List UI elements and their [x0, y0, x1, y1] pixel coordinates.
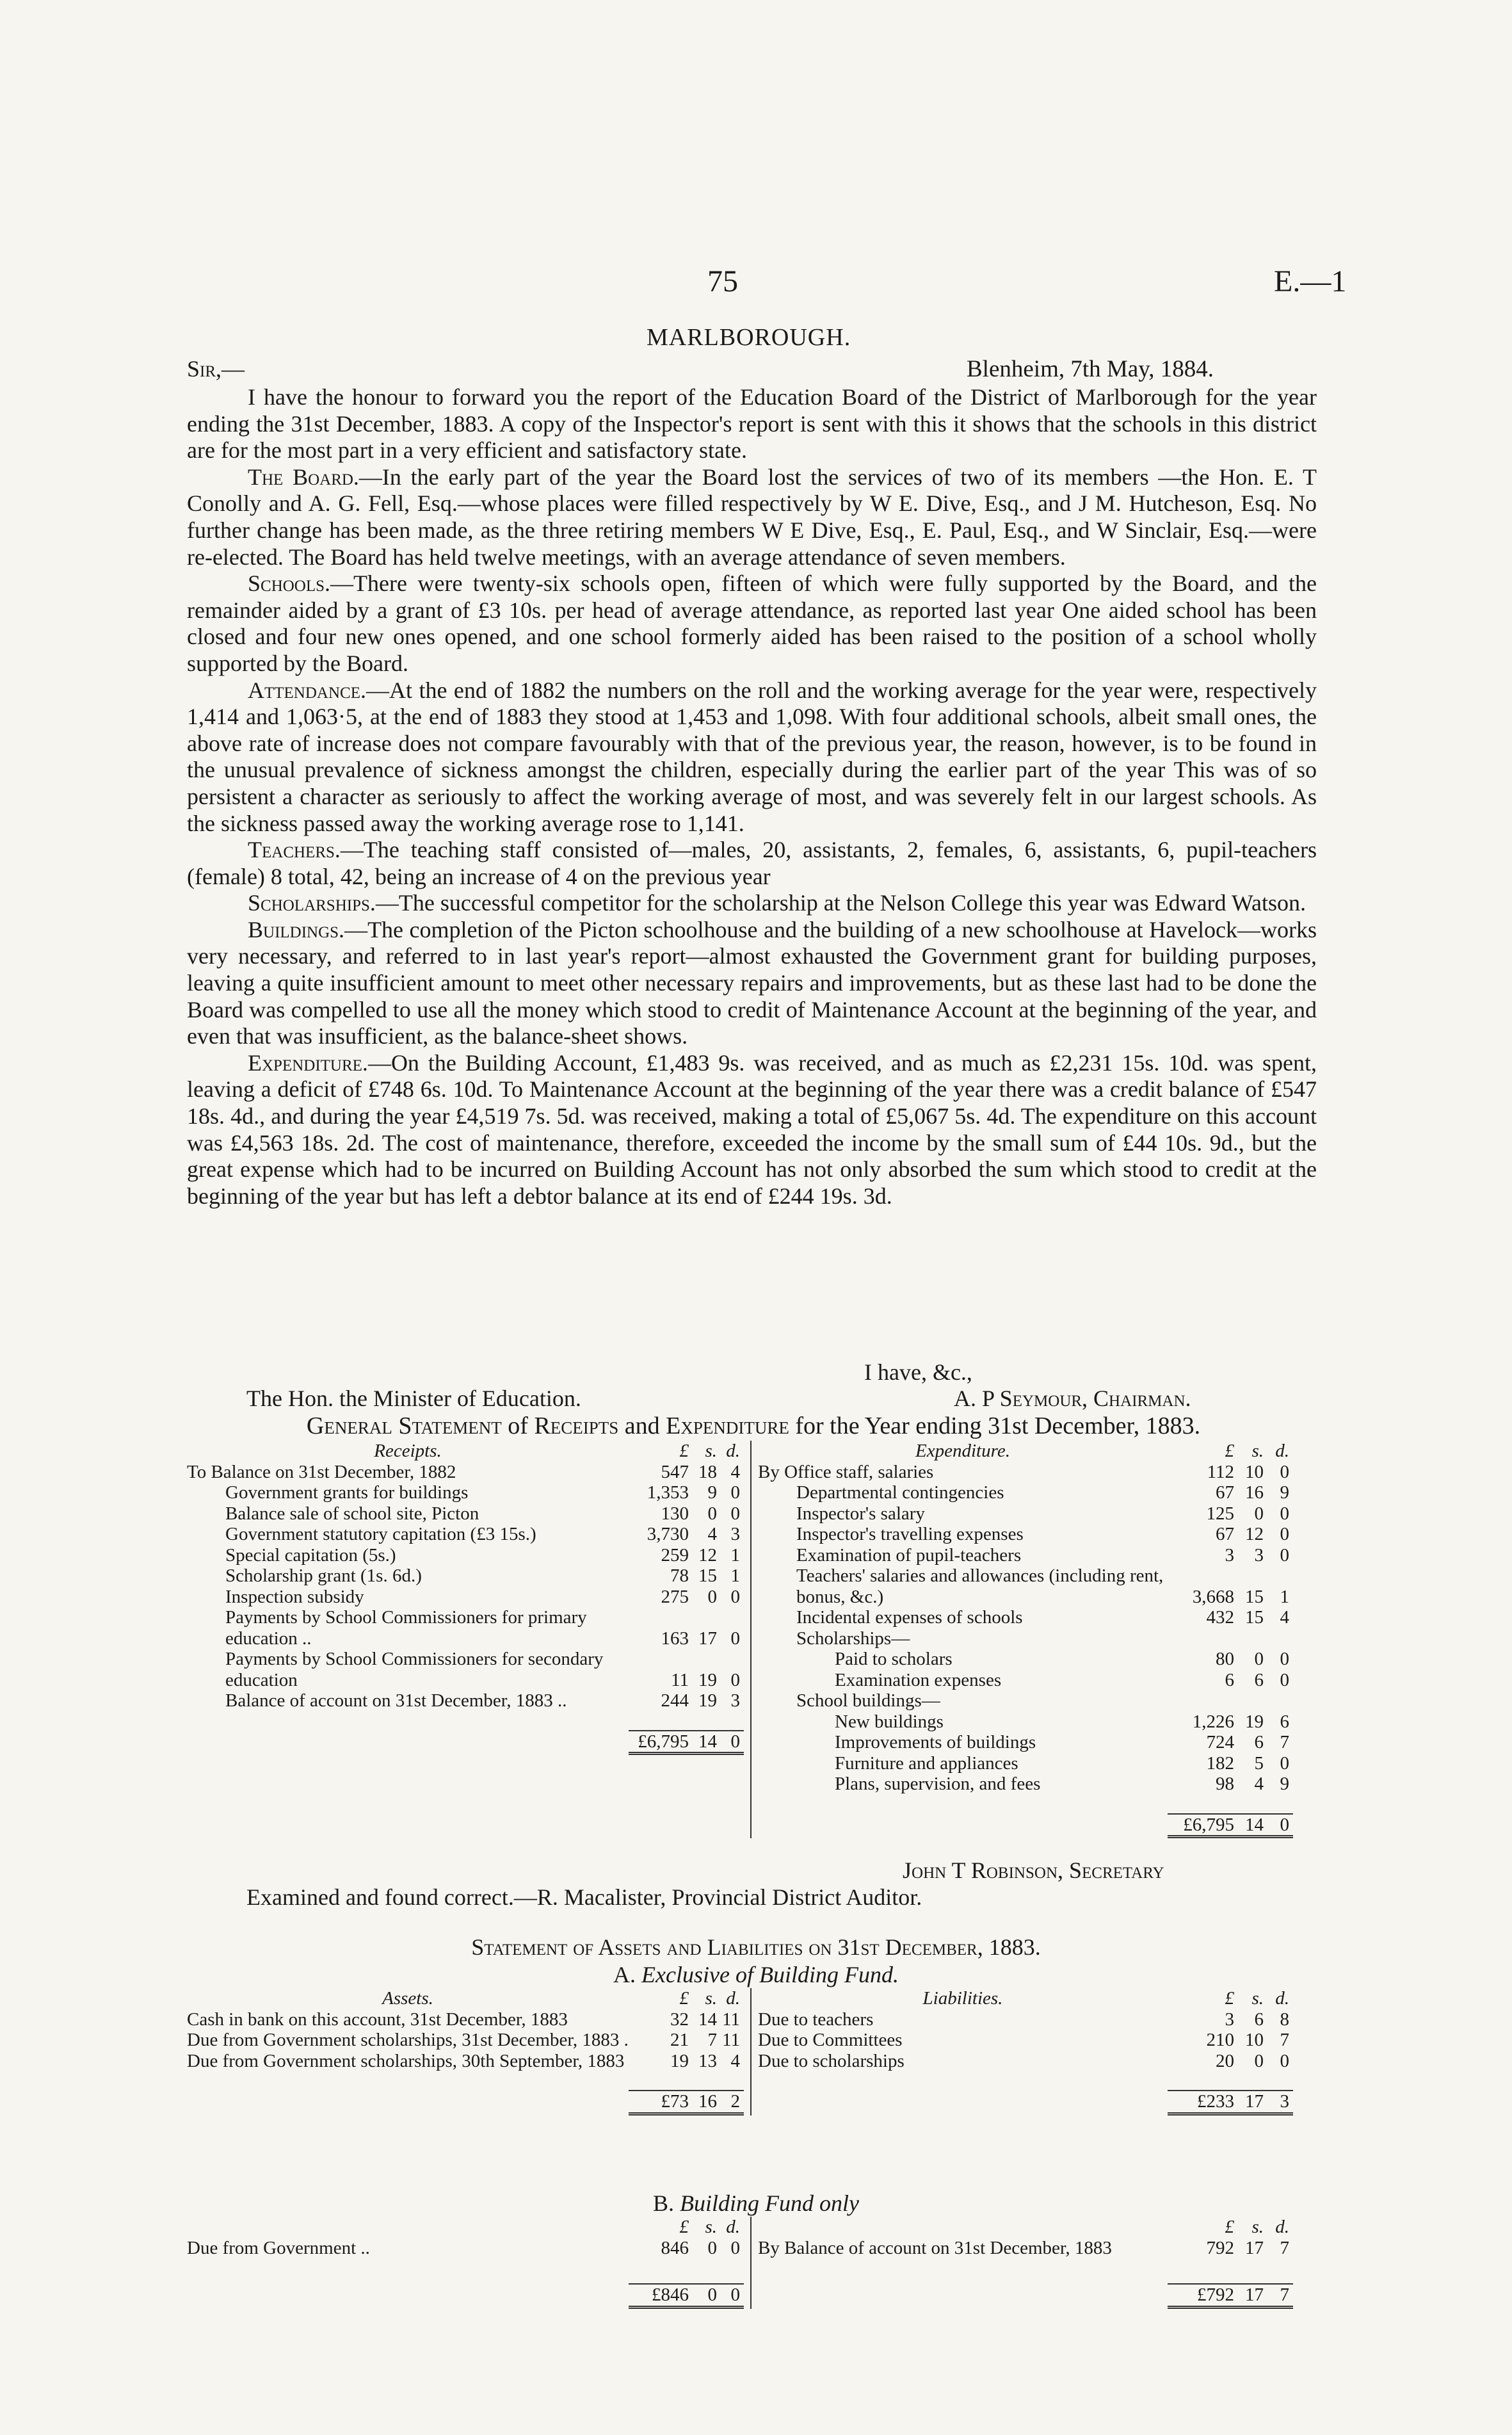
expenditure-amount-shillings: 16: [1245, 1482, 1264, 1503]
building-fund-asset-label: Due from Government ..: [187, 2237, 370, 2258]
receipt-amount-shillings: 12: [698, 1544, 717, 1565]
receipt-label: Payments by School Commissioners for secondary education: [225, 1649, 604, 1690]
expenditure-amount-shillings: 6: [1254, 1669, 1264, 1690]
signatory: A. P Seymour, Chairman.: [954, 1386, 1191, 1411]
receipt-row: [187, 1524, 744, 1545]
receipt-total-pounds: £6,795: [629, 1731, 693, 1754]
section-a-letter: A.: [613, 1962, 636, 1987]
building-fund-liability-total-pence: 7: [1267, 2284, 1293, 2307]
expenditure-label: School buildings—: [796, 1690, 940, 1711]
asset-row: [187, 2051, 744, 2072]
receipt-amount-pence: 4: [730, 1461, 740, 1482]
paragraph-text: —On the Building Account, £1,483 9s. was received, and as much as £2,231 15s. 10d. was spent, leaving a deficit of £748 6s. 10d. To Maintenance Account at the beginning of the year there was a credit balance of £547 18s. 4d., and during the year £4,519 7s. 5d. was received, making a total of £5,067 5s. 4d. The expenditure on this account was £4,563 18s. 2d. The cost of maintenance, therefore, exceeded the income by the small sum of £44 10s. 9d., but the great expense which had to be incurred on Building Account has not only absorbed the sum which stood to credit at the beginning of the year but has left a debtor balance at its end of £244 19s. 3d.: [187, 1049, 1317, 1209]
building-fund-asset-total-pounds: £846: [629, 2284, 693, 2307]
receipt-label: Government grants for buildings: [225, 1482, 469, 1503]
expenditure-heading: Expenditure.: [915, 1441, 1010, 1461]
asset-label: Due from Government scholarships, 30th September, 1883: [187, 2050, 625, 2071]
paragraph-text: —At the end of 1882 the numbers on the roll and the working average for the year were, respectively 1,414 and 1,063·5, at the end of 1883 they stood at 1,453 and 1,098. With four additional schools, albeit small ones, the above rate of increase does not compare favourably with that of the previous year, the reason, however, is to be found in the unusual prevalence of sickness amongst the children, especially during the earlier part of the year This was of so persistent a character as seriously to affect the working average of most, and was severely felt in our largest schools. As the sickness passed away the working average rose to 1,141.: [187, 677, 1317, 836]
assets-heading: Assets.: [382, 1988, 433, 2009]
liability-amount-pounds: 210: [1206, 2030, 1234, 2050]
asset-total-pounds: £73: [629, 2091, 693, 2114]
expenditure-label: Departmental contingencies: [796, 1482, 1004, 1503]
building-fund-liability-total-shillings: 17: [1238, 2284, 1267, 2307]
receipt-amount-shillings: 17: [698, 1628, 717, 1649]
liability-amount-shillings: 0: [1254, 2050, 1264, 2071]
building-fund-liabilities-table: [758, 2217, 1293, 2309]
receipt-amount-pounds: 244: [661, 1690, 689, 1711]
building-fund-asset-total-row: [187, 2284, 744, 2307]
paragraph-text: —The teaching staff consisted of—males, 20, assistants, 2, females, 6, assistants, 6, pupil-teachers (female) 8 total, 42, being an increase of 4 on the previous year: [187, 837, 1317, 889]
letter-paragraph: [187, 1050, 1317, 1210]
asset-total-shillings: 16: [693, 2091, 721, 2114]
receipt-row: [187, 1565, 744, 1587]
expenditure-total-shillings: 14: [1238, 1814, 1267, 1837]
expenditure-amount-pounds: 98: [1216, 1774, 1234, 1794]
letter-paragraph: [187, 917, 1317, 1050]
secretary-signature: John T Robinson, Secretary: [903, 1857, 1164, 1883]
expenditure-amount-pence: [1267, 1628, 1293, 1649]
building-fund-asset-amount-pence: 0: [730, 2237, 740, 2258]
liability-amount-shillings: 10: [1245, 2030, 1264, 2050]
letter-paragraph: [187, 677, 1317, 837]
expenditure-amount-pence: 0: [1280, 1503, 1289, 1524]
asset-amount-pence: 11: [722, 2009, 740, 2030]
building-fund-liability-total-pounds: £792: [1168, 2284, 1238, 2307]
b-assets-pound-header: £: [679, 2217, 689, 2237]
letter-paragraph: [187, 570, 1317, 677]
paragraph-heading: Expenditure.: [248, 1049, 368, 1076]
asset-amount-pounds: 32: [670, 2009, 689, 2030]
asset-amount-pounds: 21: [670, 2030, 689, 2050]
paragraph-heading: The Board.: [248, 464, 359, 490]
expenditure-amount-shillings: 15: [1245, 1607, 1264, 1628]
receipt-amount-pounds: 275: [661, 1586, 689, 1607]
expenditure-amount-shillings: [1238, 1690, 1267, 1711]
liability-amount-pence: 0: [1280, 2050, 1289, 2071]
liability-amount-pence: 8: [1280, 2009, 1289, 2030]
receipt-row: [187, 1503, 744, 1525]
expenditure-amount-shillings: 10: [1245, 1461, 1264, 1482]
liability-total-pounds: £233: [1168, 2091, 1238, 2114]
receipt-amount-shillings: 0: [707, 1503, 717, 1524]
expenditure-amount-pence: 6: [1280, 1711, 1289, 1732]
expenditure-amount-pounds: 67: [1216, 1524, 1234, 1544]
expenditure-row: [758, 1524, 1293, 1545]
expenditure-pence-header: d.: [1275, 1441, 1289, 1461]
expenditure-amount-pence: 7: [1280, 1732, 1289, 1752]
b-liabilities-pence-header: d.: [1275, 2217, 1289, 2237]
receipt-amount-shillings: 19: [698, 1669, 717, 1690]
expenditure-amount-shillings: 4: [1254, 1774, 1264, 1794]
expenditure-label: Scholarships—: [796, 1628, 910, 1649]
receipts-pence-header: d.: [726, 1441, 740, 1461]
liability-label: Due to scholarships: [758, 2050, 905, 2071]
expenditure-amount-pounds: 1,226: [1192, 1711, 1234, 1732]
expenditure-amount-pence: 4: [1280, 1607, 1289, 1628]
liability-label: Due to Committees: [758, 2030, 903, 2050]
paragraph-heading: Teachers.: [248, 837, 341, 863]
expenditure-amount-pounds: 182: [1206, 1752, 1234, 1774]
receipts-column: [187, 1441, 744, 1755]
assets-column: [187, 1988, 744, 2115]
expenditure-amount-pence: 1: [1280, 1586, 1289, 1607]
receipt-label: Balance sale of school site, Picton: [225, 1503, 479, 1524]
receipt-row: [187, 1587, 744, 1608]
section-b-heading: [0, 2190, 1512, 2217]
receipt-row: [187, 1690, 744, 1711]
letter-paragraph: [187, 837, 1317, 890]
liability-amount-pence: 7: [1280, 2030, 1289, 2050]
b-assets-shilling-header: s.: [705, 2217, 717, 2237]
receipt-amount-pence: 0: [730, 1586, 740, 1607]
closing: I have, &c.,: [864, 1359, 972, 1385]
liability-amount-pounds: 20: [1216, 2050, 1234, 2071]
receipt-row: [187, 1545, 744, 1566]
receipt-amount-shillings: 15: [698, 1565, 717, 1586]
expenditure-amount-pounds: 3: [1225, 1544, 1234, 1565]
expenditure-amount-shillings: 19: [1245, 1711, 1264, 1732]
auditor-line: Examined and found correct.—R. Macalister, Provincial District Auditor.: [246, 1884, 922, 1910]
expenditure-amount-pence: 0: [1280, 1524, 1289, 1544]
receipts-table: [187, 1441, 744, 1755]
general-statement-title: [187, 1412, 1320, 1440]
expenditure-row: [758, 1711, 1293, 1733]
building-fund-asset-total-shillings: 0: [693, 2284, 721, 2307]
expenditure-label: By Office staff, salaries: [758, 1461, 934, 1482]
expenditure-amount-shillings: 15: [1245, 1586, 1264, 1607]
expenditure-amount-shillings: 3: [1254, 1544, 1264, 1565]
expenditure-amount-pounds: [1168, 1628, 1238, 1649]
expenditure-total-row: [758, 1814, 1293, 1837]
liability-label: Due to teachers: [758, 2009, 874, 2030]
receipt-amount-pounds: 547: [661, 1461, 689, 1482]
receipt-label: Government statutory capitation (£3 15s.): [225, 1524, 536, 1544]
gs-title-expenditure: Expenditure: [666, 1412, 789, 1439]
expenditure-amount-pence: 0: [1280, 1669, 1289, 1690]
building-fund-liability-amount-pounds: 792: [1206, 2237, 1234, 2258]
expenditure-row: [758, 1607, 1293, 1628]
liability-row: [758, 2030, 1293, 2051]
asset-total-row: [187, 2091, 744, 2114]
receipt-amount-pounds: 3,730: [647, 1524, 689, 1544]
expenditure-amount-pence: [1267, 1690, 1293, 1711]
asset-amount-pence: 11: [722, 2030, 740, 2050]
receipt-amount-pence: 0: [730, 1503, 740, 1524]
expenditure-row: [758, 1482, 1293, 1503]
receipt-amount-shillings: 9: [707, 1482, 717, 1503]
building-fund-liability-total-row: [758, 2284, 1293, 2307]
paragraph-heading: Scholarships.: [248, 890, 376, 916]
expenditure-pound-header: £: [1225, 1441, 1234, 1461]
liability-row: [758, 2051, 1293, 2072]
liabilities-shilling-header: s.: [1251, 1988, 1264, 2009]
receipt-label: To Balance on 31st December, 1882: [187, 1461, 456, 1482]
expenditure-table: [758, 1441, 1293, 1838]
asset-row: [187, 2030, 744, 2051]
expenditure-amount-pence: 0: [1280, 1752, 1289, 1774]
receipt-amount-pounds: 130: [661, 1503, 689, 1524]
receipt-label: Inspection subsidy: [225, 1586, 364, 1607]
asset-row: [187, 2009, 744, 2030]
asset-total-pence: 2: [721, 2091, 744, 2114]
expenditure-row: [758, 1670, 1293, 1691]
paragraph-text: —There were twenty-six schools open, fifteen of which were fully supported by the Board, and the remainder aided by a grant of £3 10s. per head of average attendance, as reported last year One aided school has been closed and four new ones opened, and one school formerly aided has been raised to the position of a school wholly supported by the Board.: [187, 570, 1317, 676]
building-fund-asset-amount-shillings: 0: [707, 2237, 717, 2258]
letter-paragraph: [187, 890, 1317, 917]
receipt-total-row: [187, 1731, 744, 1754]
expenditure-amount-shillings: 6: [1254, 1732, 1264, 1752]
expenditure-total-pounds: £6,795: [1168, 1814, 1238, 1837]
receipt-amount-pence: 3: [730, 1524, 740, 1544]
receipt-label: Payments by School Commissioners for primary education ..: [225, 1607, 587, 1649]
paragraph-text: I have the honour to forward you the report of the Education Board of the District of Marlborough for the year ending the 31st December, 1883. A copy of the Inspector's report is sent with this it shows that the schools in this district are for the most part in a very efficient and satisfactory state.: [187, 384, 1317, 464]
expenditure-label: Plans, supervision, and fees: [835, 1774, 1041, 1794]
expenditure-amount-pounds: 432: [1206, 1607, 1234, 1628]
expenditure-row: [758, 1628, 1293, 1649]
expenditure-row: [758, 1503, 1293, 1525]
expenditure-label: Incidental expenses of schools: [796, 1607, 1023, 1628]
liability-amount-pounds: 3: [1225, 2009, 1234, 2030]
liabilities-pence-header: d.: [1275, 1988, 1289, 2009]
asset-label: Due from Government scholarships, 31st December, 1883 .: [187, 2030, 629, 2050]
expenditure-amount-shillings: 12: [1245, 1524, 1264, 1544]
expenditure-label: Improvements of buildings: [835, 1732, 1036, 1752]
receipts-shilling-header: s.: [705, 1441, 717, 1461]
expenditure-amount-pounds: 724: [1206, 1732, 1234, 1752]
expenditure-row: [758, 1753, 1293, 1774]
receipt-amount-pence: 1: [730, 1544, 740, 1565]
assets-shilling-header: s.: [705, 1988, 717, 2009]
receipt-amount-pence: 3: [730, 1690, 740, 1711]
asset-amount-pence: 4: [730, 2050, 740, 2071]
building-fund-liability-amount-pence: 7: [1280, 2237, 1289, 2258]
expenditure-amount-pence: 9: [1280, 1774, 1289, 1794]
expenditure-row: [758, 1732, 1293, 1753]
asset-label: Cash in bank on this account, 31st December, 1883: [187, 2009, 568, 2030]
receipt-amount-pounds: 78: [670, 1565, 689, 1586]
expenditure-row: [758, 1462, 1293, 1483]
assets-pence-header: d.: [726, 1988, 740, 2009]
receipt-amount-shillings: 19: [698, 1690, 717, 1711]
expenditure-amount-pounds: 112: [1207, 1461, 1234, 1482]
expenditure-amount-pounds: 67: [1216, 1482, 1234, 1503]
expenditure-amount-pounds: 6: [1225, 1669, 1234, 1690]
letter-body: [187, 384, 1317, 1209]
asset-amount-shillings: 14: [698, 2009, 717, 2030]
receipt-row: [187, 1462, 744, 1483]
gs-title-of: of: [501, 1412, 535, 1439]
gs-title-receipts: Receipts: [534, 1412, 619, 1439]
assets-table: [187, 1988, 744, 2115]
liability-row: [758, 2009, 1293, 2030]
b-liabilities-shilling-header: s.: [1251, 2217, 1264, 2237]
building-fund-liability-amount-shillings: 17: [1245, 2237, 1264, 2258]
building-fund-asset-amount-pounds: 846: [661, 2237, 689, 2258]
receipt-label: Scholarship grant (1s. 6d.): [225, 1565, 422, 1586]
receipts-heading: Receipts.: [374, 1441, 442, 1461]
building-fund-asset-total-pence: 0: [721, 2284, 744, 2307]
expenditure-amount-pounds: 3,668: [1192, 1586, 1234, 1607]
expenditure-row: [758, 1649, 1293, 1670]
paragraph-text: —The completion of the Picton schoolhouse and the building of a new schoolhouse at Havelock—works very necessary, and referred to in last year's report—almost exhausted the Government grant for building purposes, leaving a quite insufficient amount to meet other necessary repairs and improvements, but as these last had to be done the Board was compelled to use all the money which stood to credit of Maintenance Account at the beginning of the year, and even that was insufficient, as the balance-sheet shows.: [187, 916, 1317, 1049]
assets-statement-title: Statement of Assets and Liabilities on 31st December, 1883.: [471, 1934, 1041, 1960]
receipt-amount-pence: 0: [730, 1628, 740, 1649]
expenditure-label: Inspector's salary: [796, 1503, 925, 1524]
building-fund-assets-table: [187, 2217, 744, 2309]
section-a-heading: [0, 1961, 1512, 1988]
expenditure-label: Furniture and appliances: [835, 1752, 1018, 1774]
expenditure-amount-shillings: [1238, 1628, 1267, 1649]
expenditure-amount-shillings: 0: [1254, 1503, 1264, 1524]
dateline: Blenheim, 7th May, 1884.: [967, 356, 1214, 382]
receipt-total-pence: 0: [721, 1731, 744, 1754]
receipt-total-shillings: 14: [693, 1731, 721, 1754]
expenditure-amount-pence: 0: [1280, 1544, 1289, 1565]
expenditure-label: Inspector's travelling expenses: [796, 1524, 1024, 1544]
salutation: Sir,—: [187, 356, 245, 382]
gs-title-post: for the Year ending 31st December, 1883.: [789, 1412, 1201, 1439]
letter-paragraph: [187, 384, 1317, 464]
building-fund-liabilities: [750, 2217, 1293, 2309]
receipt-row: [187, 1607, 744, 1649]
liability-amount-shillings: 6: [1254, 2009, 1264, 2030]
expenditure-row: [758, 1565, 1293, 1607]
liabilities-table: [758, 1988, 1293, 2115]
expenditure-column: [750, 1441, 1293, 1838]
letter-paragraph: [187, 464, 1317, 570]
liability-total-pence: 3: [1267, 2091, 1293, 2114]
receipt-amount-pounds: 259: [661, 1544, 689, 1565]
expenditure-row: [758, 1774, 1293, 1795]
receipt-label: Balance of account on 31st December, 1883 ..: [225, 1690, 567, 1711]
receipt-row: [187, 1482, 744, 1503]
receipt-amount-pence: 1: [730, 1565, 740, 1586]
receipt-amount-pence: 0: [730, 1482, 740, 1503]
section-a-title: Exclusive of Building Fund.: [641, 1962, 899, 1987]
letter-title: MARLBOROUGH.: [647, 324, 851, 351]
expenditure-amount-shillings: 5: [1254, 1752, 1264, 1774]
asset-amount-shillings: 7: [707, 2030, 717, 2050]
expenditure-amount-shillings: 0: [1254, 1649, 1264, 1669]
gs-title-pre: General Statement: [306, 1412, 502, 1439]
receipt-amount-pounds: 11: [671, 1669, 689, 1690]
section-b-letter: B.: [653, 2190, 675, 2216]
receipt-amount-shillings: 4: [707, 1524, 717, 1544]
paragraph-heading: Schools.: [248, 570, 331, 597]
expenditure-label: Paid to scholars: [835, 1649, 953, 1669]
expenditure-amount-pounds: 80: [1216, 1649, 1234, 1669]
receipt-amount-pounds: 163: [661, 1628, 689, 1649]
addressee: The Hon. the Minister of Education.: [246, 1386, 581, 1411]
b-liabilities-pound-header: £: [1225, 2217, 1234, 2237]
receipt-amount-shillings: 18: [698, 1461, 717, 1482]
expenditure-shilling-header: s.: [1251, 1441, 1264, 1461]
expenditure-amount-pence: 0: [1280, 1649, 1289, 1669]
assets-pound-header: £: [679, 1988, 689, 2009]
expenditure-amount-pence: 9: [1280, 1482, 1289, 1503]
receipt-label: Special capitation (5s.): [225, 1544, 396, 1565]
gs-title-and: and: [618, 1412, 666, 1439]
page-number: 75: [707, 264, 738, 298]
paragraph-text: —The successful competitor for the scholarship at the Nelson College this year was Edward Watson.: [375, 890, 1306, 916]
receipt-row: [187, 1649, 744, 1690]
b-assets-pence-header: d.: [726, 2217, 740, 2237]
asset-amount-pounds: 19: [670, 2050, 689, 2071]
expenditure-row: [758, 1690, 1293, 1711]
expenditure-amount-pounds: 125: [1206, 1503, 1234, 1524]
expenditure-label: Teachers' salaries and allowances (including rent, bonus, &c.): [796, 1565, 1164, 1607]
expenditure-row: [758, 1545, 1293, 1566]
expenditure-label: Examination expenses: [835, 1669, 1002, 1690]
paragraph-heading: Attendance.: [248, 677, 366, 703]
building-fund-assets: [187, 2217, 744, 2309]
liability-total-row: [758, 2091, 1293, 2114]
building-fund-liability-row: [758, 2238, 1293, 2259]
paper-reference: E.—1: [1274, 264, 1347, 298]
liabilities-pound-header: £: [1225, 1988, 1234, 2009]
liability-total-shillings: 17: [1238, 2091, 1267, 2114]
paragraph-text: —In the early part of the year the Board lost the services of two of its members —the Hon. E. T Conolly and A. G. Fell, Esq.—whose places were filled respectively by W E. Dive, Esq., and J M. Hutcheson, Esq. No further change has been made, as the three retiring members W E Dive, Esq., E. Paul, Esq., and W Sinclair, Esq.—were re-elected. The Board has held twelve meetings, with an average attendance of seven members.: [187, 464, 1317, 570]
expenditure-label: Examination of pupil-teachers: [796, 1544, 1022, 1565]
building-fund-liability-label: By Balance of account on 31st December, 1883: [758, 2237, 1112, 2258]
paragraph-heading: Buildings.: [248, 916, 345, 942]
expenditure-total-pence: 0: [1267, 1814, 1293, 1837]
receipts-pound-header: £: [679, 1441, 689, 1461]
asset-amount-shillings: 13: [698, 2050, 717, 2071]
expenditure-label: New buildings: [835, 1711, 944, 1732]
receipt-amount-shillings: 0: [707, 1586, 717, 1607]
receipt-amount-pence: 0: [730, 1669, 740, 1690]
receipt-amount-pounds: 1,353: [647, 1482, 689, 1503]
liabilities-heading: Liabilities.: [922, 1988, 1003, 2009]
section-b-title: Building Fund only: [680, 2190, 859, 2216]
building-fund-asset-row: [187, 2238, 744, 2259]
expenditure-amount-pounds: [1168, 1690, 1238, 1711]
expenditure-amount-pence: 0: [1280, 1461, 1289, 1482]
liabilities-column: [750, 1988, 1293, 2115]
